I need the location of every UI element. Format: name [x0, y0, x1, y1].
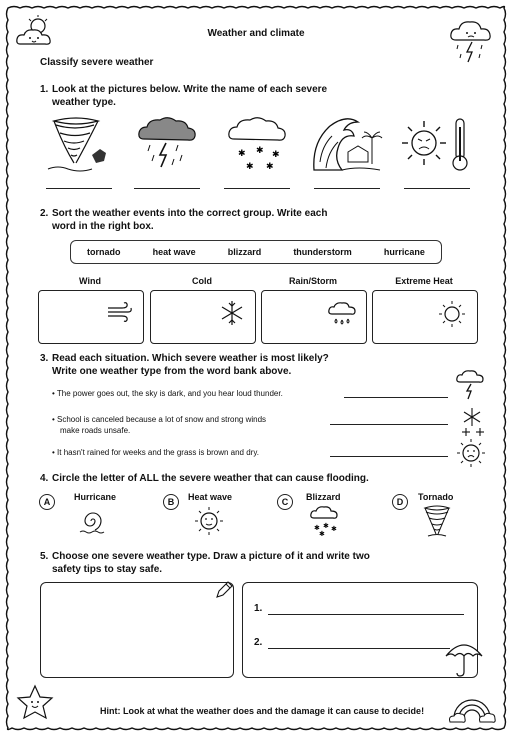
tornado-icon: [48, 115, 112, 175]
question-5-text-line1: Choose one severe weather type. Draw a picture of it and write two: [52, 551, 370, 562]
word-bank-item: blizzard: [227, 247, 262, 257]
question-4: [40, 472, 369, 485]
situation-2: [52, 414, 342, 436]
word-bank: [70, 240, 442, 264]
sad-sun-icon: [456, 438, 486, 468]
word-bank-item: hurricane: [383, 247, 425, 257]
sun-icon: [438, 300, 466, 328]
question-5: [40, 550, 370, 576]
question-1-text-line1: Look at the pictures below. Write the name of each severe: [52, 84, 328, 95]
question-4-text: Circle the letter of ALL the severe weather that can cause flooding.: [52, 473, 369, 484]
question-4-number: 4.: [40, 473, 49, 484]
word-bank-item: thunderstorm: [293, 247, 352, 257]
option-a-circle[interactable]: A: [39, 494, 55, 510]
svg-text:✱: ✱: [238, 149, 246, 159]
option-d-label: Tornado: [418, 492, 454, 502]
hot-sun-thermometer-icon: [400, 115, 472, 175]
answer-line-3a[interactable]: [344, 397, 448, 398]
tip-1-line[interactable]: [268, 614, 464, 615]
category-label-wind: Wind: [79, 276, 101, 286]
question-2-text-line2: word in the right box.: [52, 221, 154, 232]
option-b-label: Heat wave: [188, 492, 233, 502]
answer-line-1b[interactable]: [134, 188, 200, 189]
tip-2-number: 2.: [254, 637, 263, 648]
answer-line-1a[interactable]: [46, 188, 112, 189]
safety-tips-box: [242, 582, 478, 678]
wind-icon: [106, 302, 132, 322]
svg-text:✱: ✱: [246, 162, 254, 172]
question-3-text-line2: Write one weather type from the word bank above.: [52, 366, 292, 377]
answer-line-1c[interactable]: [224, 188, 290, 189]
blizzard-cloud-icon: [310, 506, 342, 536]
svg-text:✱: ✱: [256, 146, 264, 156]
wave-icon: [312, 112, 382, 174]
category-label-cold: Cold: [192, 276, 212, 286]
hint-text: Hint: Look at what the weather does and the damage it can cause to decide!: [100, 706, 425, 716]
answer-line-1e[interactable]: [404, 188, 470, 189]
category-label-rain-storm: Rain/Storm: [288, 276, 337, 286]
answer-line-3b[interactable]: [330, 424, 448, 425]
question-2: [40, 207, 327, 233]
hurricane-icon: [78, 506, 108, 536]
question-3-number: 3.: [40, 353, 49, 364]
snow-cloud-icon: [228, 115, 288, 175]
situation-2-line1: • School is canceled because a lot of snow and strong winds: [52, 415, 267, 424]
page-title: Weather and climate: [207, 28, 305, 39]
rain-cloud-icon: [328, 300, 356, 328]
situation-3-line1: • It hasn't rained for weeks and the grass is brown and dry.: [52, 448, 259, 457]
situation-1-line1: • The power goes out, the sky is dark, and you hear loud thunder.: [52, 389, 283, 398]
snowflake-icon: [220, 300, 244, 326]
question-1: [40, 83, 327, 109]
svg-text:✱: ✱: [319, 530, 325, 538]
svg-text:✱: ✱: [331, 525, 337, 533]
svg-text:✱: ✱: [323, 522, 329, 530]
svg-text:✱: ✱: [272, 150, 280, 160]
small-tornado-icon: [422, 504, 452, 538]
rainbow-cloud-icon: [448, 684, 496, 724]
snowflakes-icon: [458, 406, 486, 436]
word-bank-item: heat wave: [152, 247, 196, 257]
question-5-text-line2: safety tips to stay safe.: [52, 564, 163, 575]
svg-text:✱: ✱: [314, 524, 320, 532]
svg-text:✱: ✱: [266, 162, 274, 172]
question-3: [40, 352, 329, 378]
question-2-number: 2.: [40, 208, 49, 219]
tip-1-number: 1.: [254, 603, 263, 614]
option-d-circle[interactable]: D: [392, 494, 408, 510]
answer-line-3c[interactable]: [330, 456, 448, 457]
question-3-text-line1: Read each situation. Which severe weather is most likely?: [52, 353, 329, 364]
thunder-cloud-icon: [448, 12, 496, 68]
category-label-extreme-heat: Extreme Heat: [395, 276, 453, 286]
question-2-text-line1: Sort the weather events into the correct group. Write each: [52, 208, 328, 219]
option-c-circle[interactable]: C: [277, 494, 293, 510]
umbrella-icon: [444, 640, 484, 680]
pencil-icon: [214, 580, 234, 600]
option-b-circle[interactable]: B: [163, 494, 179, 510]
page-subtitle: Classify severe weather: [40, 57, 154, 68]
answer-line-1d[interactable]: [314, 188, 380, 189]
option-c-label: Blizzard: [306, 492, 341, 502]
question-1-text-line2: weather type.: [52, 97, 116, 108]
word-bank-item: tornado: [87, 247, 121, 257]
question-5-number: 5.: [40, 551, 49, 562]
lightning-cloud-icon: [456, 370, 484, 400]
situation-2-line2: make roads unsafe.: [60, 426, 131, 435]
situation-1: [52, 388, 342, 399]
option-a-label: Hurricane: [74, 492, 117, 502]
situation-3: [52, 447, 342, 458]
question-1-number: 1.: [40, 84, 49, 95]
star-icon: [16, 684, 54, 722]
drawing-box[interactable]: [40, 582, 234, 678]
tip-2-line[interactable]: [268, 648, 450, 649]
heat-wave-sun-icon: [194, 506, 224, 536]
storm-cloud-icon: [138, 115, 198, 175]
